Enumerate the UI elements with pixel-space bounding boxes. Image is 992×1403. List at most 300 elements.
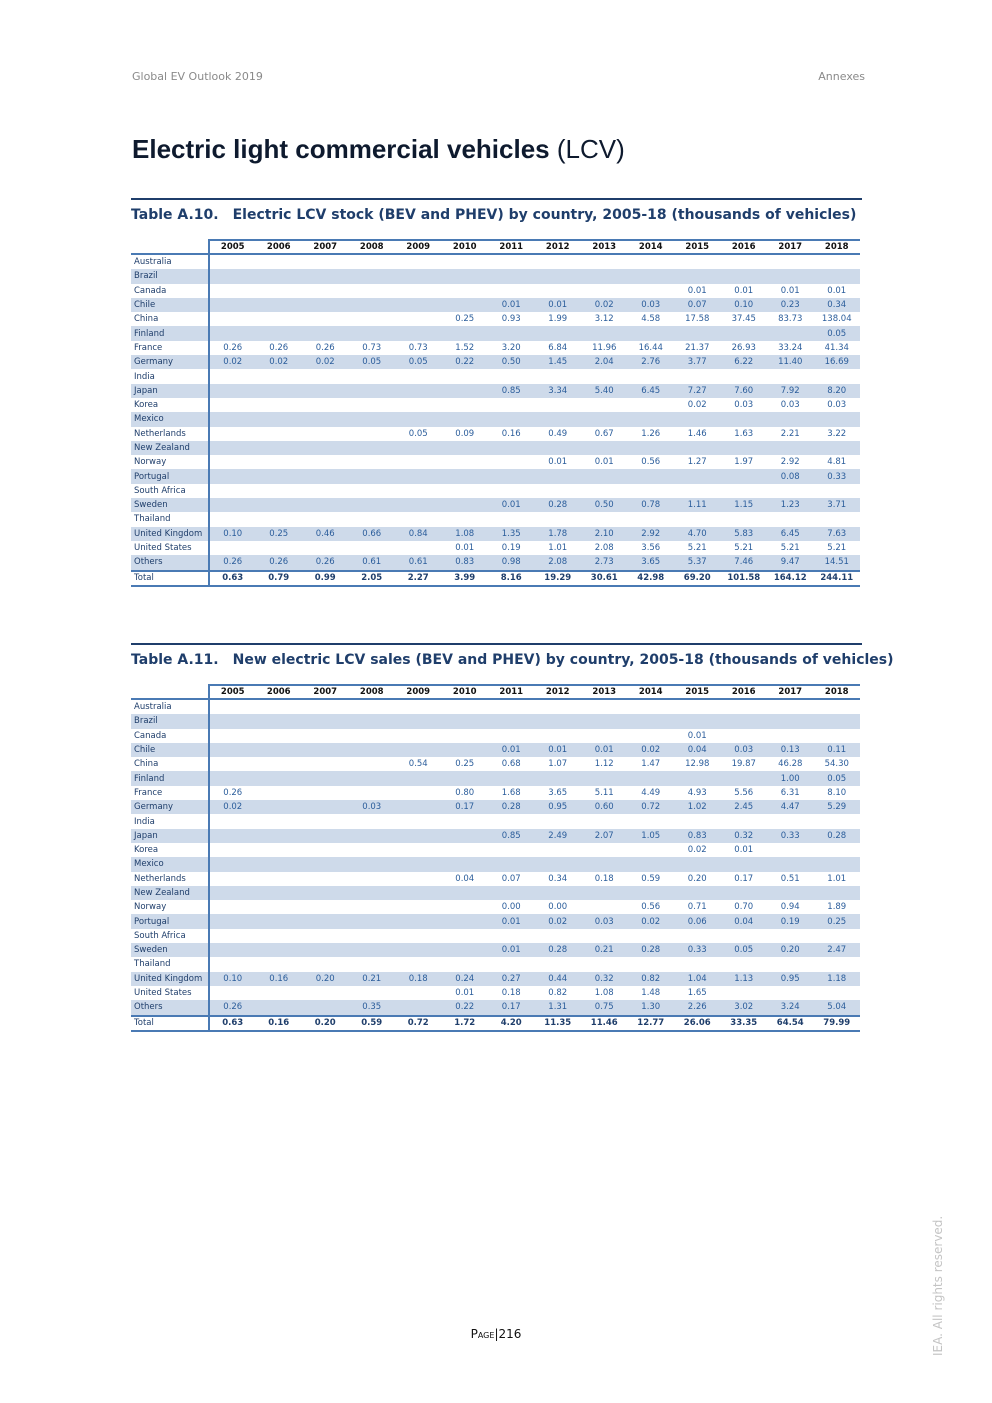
value-cell: [535, 369, 582, 383]
value-cell: [256, 284, 303, 298]
value-cell: [209, 369, 256, 383]
value-cell: 5.37: [674, 555, 721, 570]
value-cell: [302, 957, 349, 971]
page-title-bold: Electric light commercial vehicles: [132, 134, 550, 164]
table-row: [131, 714, 860, 728]
value-cell: [302, 1000, 349, 1015]
value-cell: [256, 412, 303, 426]
table-row: [131, 427, 860, 441]
value-cell: 0.03: [780, 400, 800, 411]
value-cell: [349, 914, 396, 928]
value-cell: [349, 986, 396, 1000]
value-cell: 1.30: [628, 1000, 675, 1015]
value-cell: [302, 326, 349, 340]
value-cell: [256, 484, 303, 498]
country-cell: Sweden: [131, 498, 209, 512]
country-cell: France: [131, 341, 209, 355]
value-cell: [767, 254, 814, 269]
value-cell: 5.21: [734, 543, 754, 554]
value-cell: [674, 369, 721, 383]
value-cell: 0.56: [641, 457, 661, 468]
value-cell: [628, 326, 675, 340]
value-cell: [581, 857, 628, 871]
value-cell: 0.56: [641, 902, 661, 913]
value-cell: [302, 943, 349, 957]
value-cell: 1.63: [734, 428, 754, 439]
value-cell: [767, 986, 814, 1000]
value-cell: [442, 814, 489, 828]
value-cell: [395, 369, 442, 383]
country-cell: Portugal: [131, 469, 209, 483]
value-cell: [349, 957, 396, 971]
value-cell: [674, 857, 721, 871]
value-cell: [209, 512, 256, 526]
value-cell: [395, 384, 442, 398]
value-cell: [209, 541, 256, 555]
value-cell: 1.05: [628, 829, 675, 843]
value-cell: [256, 743, 303, 757]
value-cell: [814, 254, 861, 269]
value-cell: [302, 814, 349, 828]
value-cell: [209, 986, 256, 1000]
value-cell: [209, 829, 256, 843]
value-cell: 0.05: [408, 428, 428, 439]
value-cell: 16.69: [814, 355, 861, 369]
country-cell: India: [131, 814, 209, 828]
value-cell: [302, 800, 349, 814]
table-footer: [131, 1016, 860, 1031]
value-cell: [302, 398, 349, 412]
value-cell: [488, 441, 535, 455]
value-cell: 1.68: [501, 787, 521, 798]
country-cell: South Africa: [131, 929, 209, 943]
table-row: [131, 972, 860, 986]
value-cell: 33.24: [778, 342, 803, 353]
value-cell: [721, 469, 768, 483]
total-cell: 0.72: [395, 1016, 442, 1031]
value-cell: [442, 326, 489, 340]
value-cell: [442, 886, 489, 900]
value-cell: 3.77: [674, 355, 721, 369]
value-cell: 0.28: [628, 943, 675, 957]
country-cell: Chile: [131, 743, 209, 757]
value-cell: 2.49: [535, 829, 582, 843]
total-cell: 4.20: [488, 1016, 535, 1031]
table-row: [131, 986, 860, 1000]
value-cell: 0.67: [594, 428, 614, 439]
country-cell: India: [131, 369, 209, 383]
value-cell: 54.30: [824, 759, 849, 770]
value-cell: [814, 512, 861, 526]
value-cell: 1.35: [488, 527, 535, 541]
value-cell: [395, 699, 442, 714]
value-cell: 0.20: [767, 943, 814, 957]
value-cell: [442, 455, 489, 469]
value-cell: 2.08: [535, 555, 582, 570]
table-row: [131, 326, 860, 340]
page-number-value: 216: [498, 1327, 522, 1341]
table-row: [131, 469, 860, 483]
value-cell: [581, 929, 628, 943]
total-cell: 2.27: [395, 571, 442, 586]
table-row: [131, 957, 860, 971]
value-cell: [581, 484, 628, 498]
value-cell: [209, 469, 256, 483]
value-cell: 0.50: [488, 355, 535, 369]
value-cell: 0.10: [209, 527, 256, 541]
value-cell: 1.08: [594, 988, 614, 999]
value-cell: 3.02: [721, 1000, 768, 1015]
value-cell: [442, 269, 489, 283]
value-cell: [442, 929, 489, 943]
value-cell: [349, 814, 396, 828]
value-cell: 17.58: [685, 314, 710, 325]
value-cell: [302, 541, 349, 555]
value-cell: [442, 412, 489, 426]
value-cell: 0.05: [395, 355, 442, 369]
value-cell: 0.01: [734, 285, 754, 296]
value-cell: [628, 929, 675, 943]
value-cell: [256, 1000, 303, 1015]
value-cell: 1.15: [721, 498, 768, 512]
value-cell: [535, 857, 582, 871]
value-cell: [395, 541, 442, 555]
value-cell: 11.96: [592, 342, 617, 353]
value-cell: 2.10: [581, 527, 628, 541]
value-cell: [628, 369, 675, 383]
value-cell: 0.25: [256, 527, 303, 541]
value-cell: 0.26: [209, 1000, 256, 1015]
value-cell: [442, 254, 489, 269]
value-cell: 3.24: [767, 1000, 814, 1015]
value-cell: 0.66: [349, 527, 396, 541]
value-cell: [767, 729, 814, 743]
value-cell: [395, 914, 442, 928]
table-row: [131, 829, 860, 843]
value-cell: 7.60: [721, 384, 768, 398]
value-cell: 4.47: [767, 800, 814, 814]
value-cell: [488, 957, 535, 971]
year-header: 2013: [581, 685, 628, 699]
value-cell: 0.03: [734, 400, 754, 411]
country-cell: Mexico: [131, 857, 209, 871]
value-cell: [209, 886, 256, 900]
value-cell: 0.09: [455, 428, 475, 439]
value-cell: [488, 771, 535, 785]
page-label: Page: [470, 1327, 495, 1341]
value-cell: [302, 298, 349, 312]
table-row: [131, 312, 860, 326]
running-header-left: Global EV Outlook 2019: [132, 70, 263, 83]
value-cell: [349, 412, 396, 426]
value-cell: [302, 498, 349, 512]
value-cell: [349, 455, 396, 469]
value-cell: 1.27: [687, 457, 707, 468]
value-cell: [488, 398, 535, 412]
table-row: [131, 814, 860, 828]
value-cell: [302, 929, 349, 943]
value-cell: 0.03: [721, 743, 768, 757]
value-cell: [535, 441, 582, 455]
value-cell: 0.01: [687, 285, 707, 296]
value-cell: 1.07: [548, 759, 568, 770]
value-cell: [581, 254, 628, 269]
value-cell: 0.19: [767, 914, 814, 928]
year-header: 2015: [674, 685, 721, 699]
value-cell: 2.73: [581, 555, 628, 570]
value-cell: [535, 254, 582, 269]
value-cell: 0.80: [455, 787, 475, 798]
value-cell: [395, 814, 442, 828]
value-cell: [488, 412, 535, 426]
value-cell: [302, 412, 349, 426]
country-cell: Norway: [131, 900, 209, 914]
total-cell: 79.99: [814, 1016, 861, 1031]
value-cell: [814, 699, 861, 714]
value-cell: 0.10: [721, 298, 768, 312]
value-cell: [302, 441, 349, 455]
total-cell: 101.58: [721, 571, 768, 586]
value-cell: [302, 512, 349, 526]
year-header: 2007: [302, 685, 349, 699]
value-cell: 4.49: [641, 787, 661, 798]
total-cell: 2.05: [349, 571, 396, 586]
value-cell: [628, 857, 675, 871]
value-cell: [256, 469, 303, 483]
value-cell: 0.02: [581, 298, 628, 312]
value-cell: 0.71: [687, 902, 707, 913]
value-cell: [721, 699, 768, 714]
value-cell: 1.18: [814, 972, 861, 986]
table-a10: [131, 198, 862, 587]
value-cell: 0.22: [442, 1000, 489, 1015]
value-cell: [628, 398, 675, 412]
country-cell: China: [131, 312, 209, 326]
value-cell: [628, 886, 675, 900]
value-cell: [674, 771, 721, 785]
value-cell: 0.78: [628, 498, 675, 512]
country-cell: Japan: [131, 829, 209, 843]
value-cell: 0.21: [581, 943, 628, 957]
table-row: [131, 872, 860, 886]
value-cell: [395, 412, 442, 426]
value-cell: 16.44: [638, 342, 663, 353]
value-cell: [349, 714, 396, 728]
value-cell: 0.84: [395, 527, 442, 541]
value-cell: [302, 427, 349, 441]
value-cell: [442, 957, 489, 971]
value-cell: 0.01: [488, 498, 535, 512]
value-cell: [302, 455, 349, 469]
value-cell: [209, 455, 256, 469]
value-cell: 1.46: [687, 428, 707, 439]
value-cell: [488, 469, 535, 483]
value-cell: [814, 843, 861, 857]
value-cell: [535, 398, 582, 412]
value-cell: [302, 872, 349, 886]
table-header: [131, 685, 860, 699]
value-cell: [209, 498, 256, 512]
value-cell: 3.71: [814, 498, 861, 512]
value-cell: 0.01: [535, 743, 582, 757]
total-cell: 0.16: [256, 1016, 303, 1031]
value-cell: [256, 384, 303, 398]
value-cell: [349, 512, 396, 526]
value-cell: [488, 699, 535, 714]
value-cell: [628, 469, 675, 483]
total-cell: 0.20: [302, 1016, 349, 1031]
value-cell: 7.46: [721, 555, 768, 570]
value-cell: 0.60: [581, 800, 628, 814]
page-number: [0, 1327, 992, 1341]
year-header: 2005: [209, 685, 256, 699]
value-cell: [581, 814, 628, 828]
value-cell: [535, 843, 582, 857]
value-cell: [721, 886, 768, 900]
table-row: [131, 384, 860, 398]
value-cell: [395, 886, 442, 900]
value-cell: 0.03: [827, 400, 847, 411]
value-cell: [395, 455, 442, 469]
value-cell: 0.02: [687, 845, 707, 856]
year-header: 2012: [535, 685, 582, 699]
value-cell: 0.25: [455, 759, 475, 770]
table-row: [131, 900, 860, 914]
value-cell: [395, 957, 442, 971]
value-cell: 1.11: [674, 498, 721, 512]
table-row: [131, 729, 860, 743]
value-cell: [349, 384, 396, 398]
country-cell: Others: [131, 1000, 209, 1015]
value-cell: [395, 986, 442, 1000]
value-cell: 0.01: [548, 457, 568, 468]
value-cell: 0.17: [734, 873, 754, 884]
table-row: [131, 527, 860, 541]
value-cell: 0.04: [455, 873, 475, 884]
value-cell: [209, 384, 256, 398]
value-cell: 0.01: [488, 943, 535, 957]
country-cell: United States: [131, 541, 209, 555]
value-cell: [395, 714, 442, 728]
total-cell: 3.99: [442, 571, 489, 586]
value-cell: 0.05: [814, 771, 861, 785]
value-cell: 1.99: [548, 314, 568, 325]
value-cell: [535, 957, 582, 971]
country-cell: United States: [131, 986, 209, 1000]
value-cell: [442, 829, 489, 843]
year-header: 2014: [628, 240, 675, 254]
value-cell: 0.01: [734, 845, 754, 856]
value-cell: [395, 900, 442, 914]
value-cell: 0.25: [814, 914, 861, 928]
value-cell: 0.27: [488, 972, 535, 986]
table-row: [131, 298, 860, 312]
country-cell: Netherlands: [131, 427, 209, 441]
value-cell: 5.40: [581, 384, 628, 398]
value-cell: [256, 714, 303, 728]
value-cell: [535, 771, 582, 785]
value-cell: 0.51: [780, 873, 800, 884]
value-cell: [442, 900, 489, 914]
country-cell: Germany: [131, 355, 209, 369]
value-cell: [209, 441, 256, 455]
value-cell: 0.26: [223, 342, 243, 353]
value-cell: [349, 254, 396, 269]
value-cell: [628, 441, 675, 455]
value-cell: [674, 699, 721, 714]
value-cell: [628, 484, 675, 498]
total-cell: 0.63: [209, 1016, 256, 1031]
value-cell: [721, 269, 768, 283]
total-cell: 42.98: [628, 571, 675, 586]
value-cell: 83.73: [778, 314, 803, 325]
year-header: 2016: [721, 685, 768, 699]
value-cell: 0.04: [674, 743, 721, 757]
value-cell: [442, 943, 489, 957]
value-cell: 0.18: [594, 873, 614, 884]
value-cell: [535, 284, 582, 298]
value-cell: 0.68: [501, 759, 521, 770]
year-header: 2018: [814, 685, 861, 699]
value-cell: 3.65: [628, 555, 675, 570]
total-cell: 11.35: [535, 1016, 582, 1031]
value-cell: [302, 369, 349, 383]
value-cell: [814, 714, 861, 728]
country-cell: Australia: [131, 254, 209, 269]
value-cell: [349, 469, 396, 483]
value-cell: 0.26: [302, 555, 349, 570]
table-header: [131, 240, 860, 254]
value-cell: [442, 771, 489, 785]
value-cell: 0.34: [548, 873, 568, 884]
table-title: Electric LCV stock (BEV and PHEV) by country, 2005-18 (thousands of vehicles): [232, 207, 857, 223]
value-cell: [628, 814, 675, 828]
table-row: [131, 512, 860, 526]
value-cell: [721, 441, 768, 455]
value-cell: [349, 298, 396, 312]
value-cell: [302, 254, 349, 269]
value-cell: [488, 284, 535, 298]
value-cell: [535, 412, 582, 426]
value-cell: 0.28: [814, 829, 861, 843]
value-cell: 0.00: [501, 902, 521, 913]
value-cell: 0.70: [734, 902, 754, 913]
value-cell: 0.93: [501, 314, 521, 325]
value-cell: [767, 412, 814, 426]
value-cell: [349, 843, 396, 857]
country-cell: France: [131, 786, 209, 800]
value-cell: [674, 441, 721, 455]
value-cell: 3.34: [535, 384, 582, 398]
value-cell: [302, 714, 349, 728]
table-body: [131, 699, 860, 1016]
value-cell: [814, 929, 861, 943]
value-cell: 5.83: [721, 527, 768, 541]
value-cell: [488, 814, 535, 828]
value-cell: 0.83: [674, 829, 721, 843]
value-cell: [209, 484, 256, 498]
value-cell: [767, 326, 814, 340]
table-row: [131, 412, 860, 426]
value-cell: [721, 484, 768, 498]
value-cell: 0.82: [548, 988, 568, 999]
country-cell: Mexico: [131, 412, 209, 426]
value-cell: [581, 843, 628, 857]
value-cell: 2.04: [581, 355, 628, 369]
value-cell: [674, 326, 721, 340]
value-cell: [209, 872, 256, 886]
value-cell: [209, 771, 256, 785]
